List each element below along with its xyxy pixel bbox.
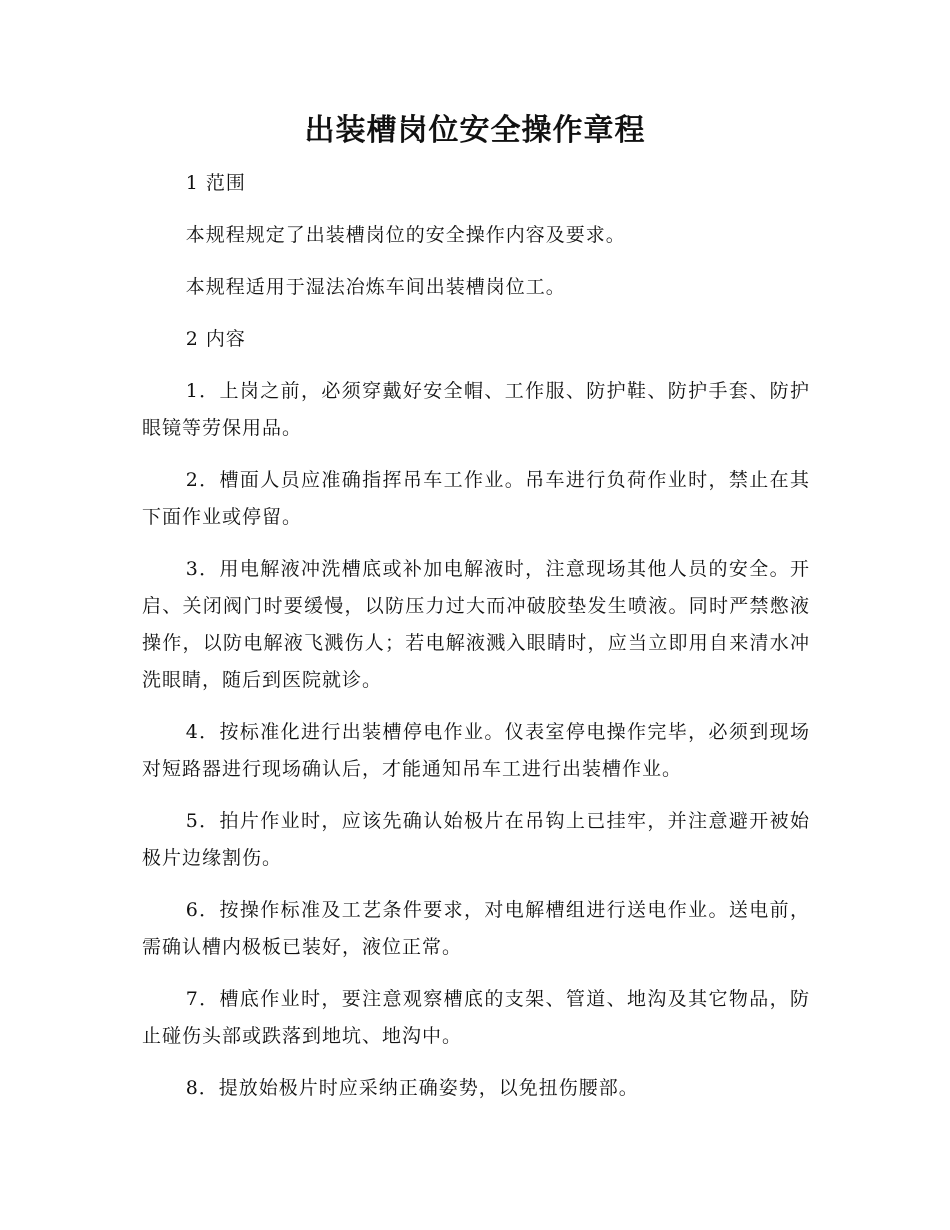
section-heading-content: 2 内容 bbox=[185, 328, 246, 350]
rule-item-5: 5．拍片作业时，应该先确认始极片在吊钩上已挂牢，并注意避开被始极片边缘割伤。 bbox=[142, 810, 810, 869]
rule-item-2: 2．槽面人员应准确指挥吊车工作业。吊车进行负荷作业时，禁止在其下面作业或停留。 bbox=[142, 469, 810, 528]
rule-item-3: 3．用电解液冲洗槽底或补加电解液时，注意现场其他人员的安全。开启、关闭阀门时要缓慢，以防压力过大而冲破胶垫发生喷液。同时严禁憋液操作，以防电解液飞溅伤人；若电解液溅入眼睛时，应当立即用自来清水冲洗眼睛，随后到医院就诊。 bbox=[142, 558, 810, 691]
section-heading-scope: 1 范围 bbox=[185, 172, 246, 194]
rule-item-7: 7．槽底作业时，要注意观察槽底的支架、管道、地沟及其它物品，防止碰伤头部或跌落到地坑、地沟中。 bbox=[142, 988, 810, 1047]
rule-item-6: 6．按操作标准及工艺条件要求，对电解槽组进行送电作业。送电前，需确认槽内极板已装好，液位正常。 bbox=[142, 899, 810, 958]
rule-item-4: 4．按标准化进行出装槽停电作业。仪表室停电操作完毕，必须到现场对短路器进行现场确认后，才能通知吊车工进行出装槽作业。 bbox=[142, 721, 810, 780]
document-body bbox=[142, 165, 810, 1122]
document-title: 出装槽岗位安全操作章程 bbox=[304, 113, 646, 148]
scope-paragraph-2: 本规程适用于湿法冶炼车间出装槽岗位工。 bbox=[185, 276, 566, 298]
scope-paragraph-1: 本规程规定了出装槽岗位的安全操作内容及要求。 bbox=[185, 224, 626, 246]
rule-item-1: 1．上岗之前，必须穿戴好安全帽、工作服、防护鞋、防护手套、防护眼镜等劳保用品。 bbox=[142, 380, 810, 439]
rule-item-8: 8．提放始极片时应采纳正确姿势，以免扭伤腰部。 bbox=[185, 1077, 639, 1099]
